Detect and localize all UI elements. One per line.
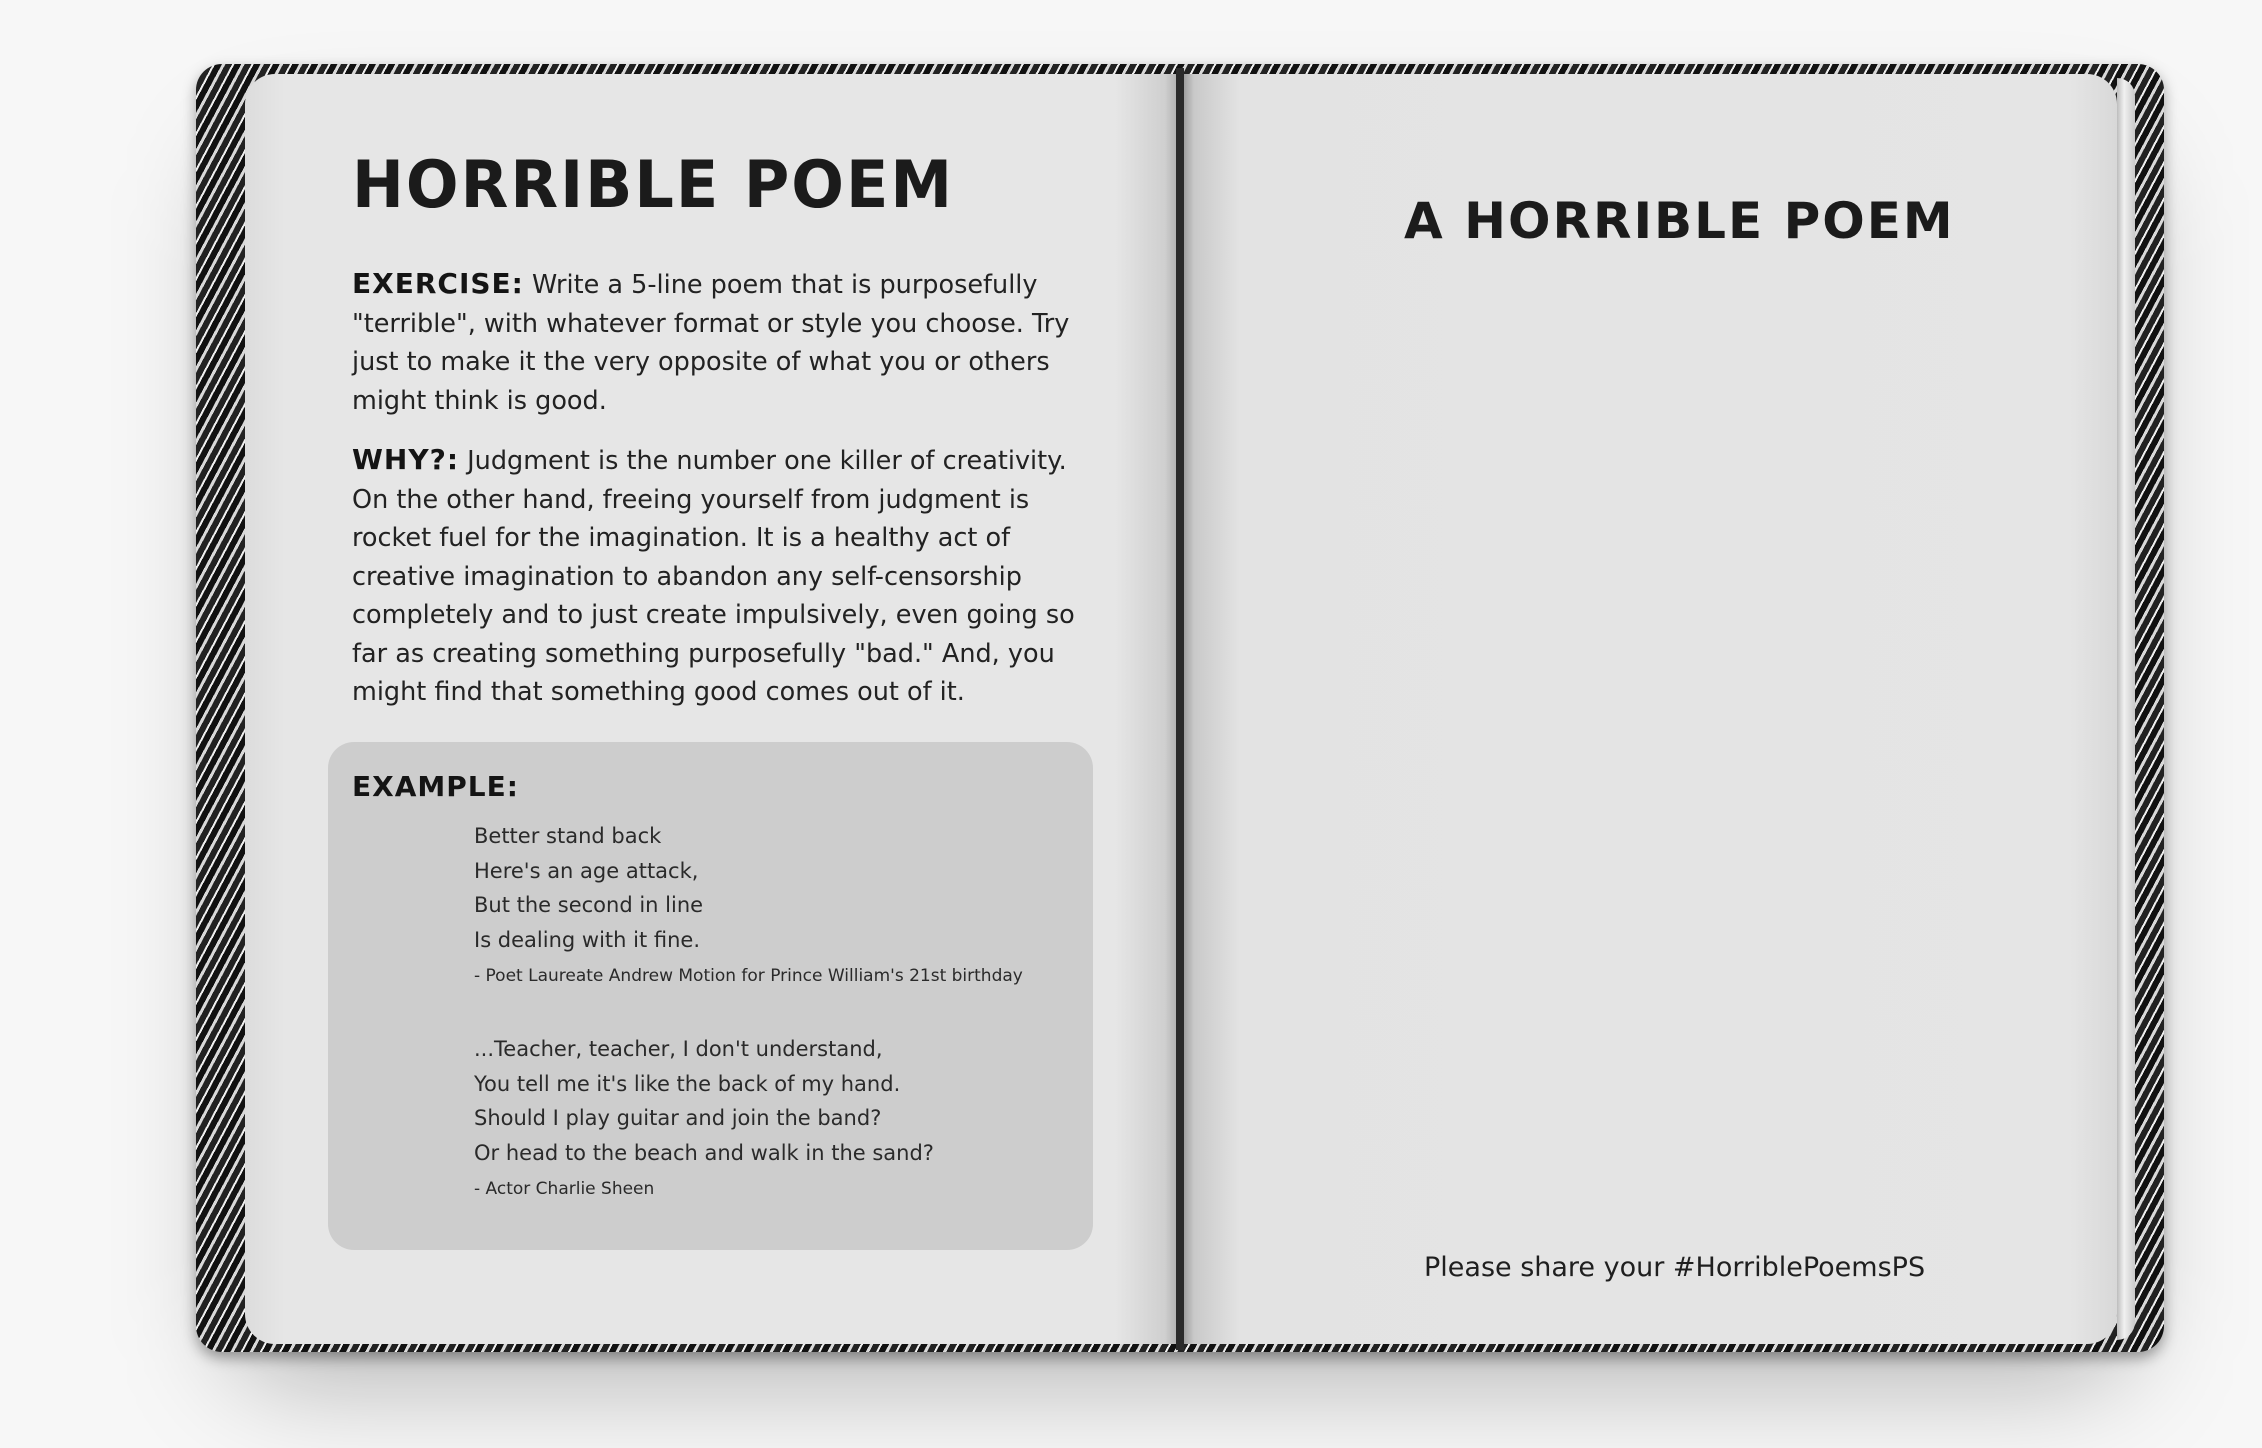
exercise-paragraph <box>352 265 1102 420</box>
poem-line: Or head to the beach and walk in the sand? <box>474 1140 934 1165</box>
book-gutter <box>1176 68 1184 1350</box>
poem-line: Better stand back <box>474 824 662 848</box>
exercise-text: Write a 5-line poem that is purposefully "terrible", with whatever format or style you choose. Try just to make it the very opposite of what you or others might think is good. <box>352 270 1070 416</box>
exercise-label: EXERCISE: <box>352 267 524 300</box>
poem-line: Should I play guitar and join the band? <box>474 1106 882 1130</box>
right-page <box>1180 74 2117 1344</box>
poem-line: Here's an age attack, <box>474 858 699 883</box>
poem-attribution: - Poet Laureate Andrew Motion for Prince William's 21st birthday <box>474 966 1023 986</box>
example-label: EXAMPLE: <box>352 770 519 803</box>
poem-line: ...Teacher, teacher, I don't understand, <box>474 1037 883 1061</box>
right-page-title: A HORRIBLE POEM <box>1404 192 1955 250</box>
poem-line: But the second in line <box>474 893 704 917</box>
example-poem <box>474 819 1074 991</box>
page-edges <box>2117 78 2135 1340</box>
share-hashtag-text: Please share your #HorriblePoemsPS <box>1424 1252 1926 1283</box>
example-poem <box>474 1032 1074 1204</box>
left-page-title: HORRIBLE POEM <box>352 146 955 223</box>
poem-line: Is dealing with it fine. <box>474 927 701 952</box>
why-text: Judgment is the number one killer of creativity. On the other hand, freeing yourself from judgment is rocket fuel for the imagination. It is a healthy act of creative imagination to abandon any self-censorship completely and to just create impulsively, even going so far as creating something purposefully "bad." And, you might find that something good comes out of it. <box>352 446 1075 707</box>
why-label: WHY?: <box>352 443 460 476</box>
poem-line: You tell me it's like the back of my hand. <box>474 1071 901 1096</box>
poem-attribution: - Actor Charlie Sheen <box>474 1179 655 1199</box>
why-paragraph <box>352 441 1100 712</box>
